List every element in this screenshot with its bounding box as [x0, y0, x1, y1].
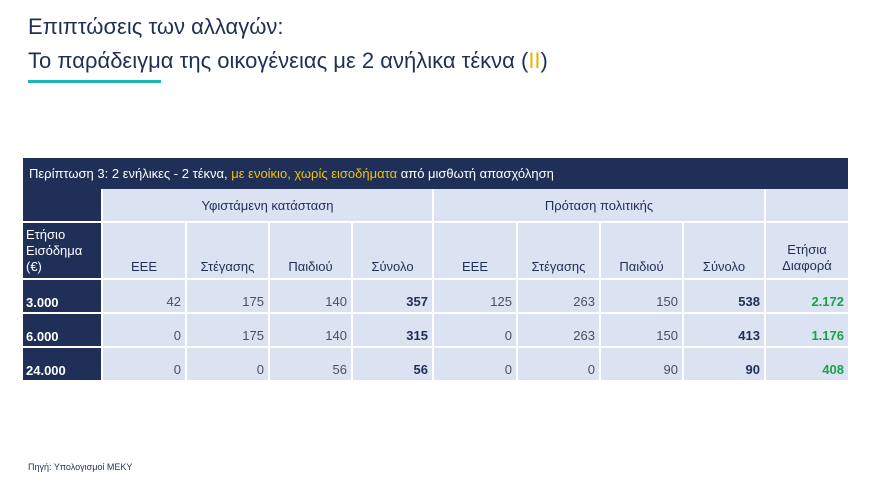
- cell-eee-proposal: 0: [434, 314, 518, 348]
- cell-total-proposal: 413: [684, 314, 766, 348]
- cell-eee-current: 0: [103, 314, 187, 348]
- source-note: Πηγή: Υπολογισμοί ΜΕΚΥ: [28, 462, 133, 472]
- col-header-total-current: Σύνολο: [353, 223, 434, 280]
- cell-annual-diff: 408: [766, 348, 848, 382]
- cell-total-current: 315: [353, 314, 434, 348]
- row-income: 6.000: [23, 314, 103, 348]
- cell-total-current: 56: [353, 348, 434, 382]
- caption-separator: ,: [287, 166, 295, 181]
- caption-highlight-no-income: χωρίς εισοδήματα: [294, 166, 398, 181]
- cell-eee-proposal: 125: [434, 280, 518, 314]
- cell-total-proposal: 538: [684, 280, 766, 314]
- title-underline: [28, 80, 161, 83]
- row-header-line1: Ετήσιο: [26, 227, 66, 242]
- cell-child-current: 56: [270, 348, 353, 382]
- col-header-eee-proposal: ΕΕΕ: [434, 223, 518, 280]
- group-policy-proposal: Πρόταση πολιτικής: [434, 189, 766, 223]
- caption-highlight-rent: με ενοίκιο: [231, 166, 288, 181]
- caption-part1: Περίπτωση 3: 2 ενήλικες - 2 τέκνα,: [29, 166, 232, 181]
- benefits-table: [23, 158, 848, 382]
- col-header-eee-current: ΕΕΕ: [103, 223, 187, 280]
- diff-header-line2: Διαφορά: [782, 258, 832, 273]
- table-row: [23, 280, 848, 314]
- row-income: 24.000: [23, 348, 103, 382]
- title-line2-prefix: Το παράδειγμα της οικογένειας με 2 ανήλικα τέκνα (: [28, 48, 529, 73]
- cell-housing-proposal: 0: [518, 348, 601, 382]
- cell-housing-current: 0: [187, 348, 270, 382]
- col-header-total-proposal: Σύνολο: [684, 223, 766, 280]
- group-current-state: Υφιστάμενη κατάσταση: [103, 189, 434, 223]
- cell-total-proposal: 90: [684, 348, 766, 382]
- col-header-child-proposal: Παιδιού: [601, 223, 684, 280]
- title-roman-numeral: II: [528, 48, 541, 73]
- col-header-housing-current: Στέγασης: [187, 223, 270, 280]
- diff-header-line1: Ετήσια: [787, 242, 827, 257]
- col-header-child-current: Παιδιού: [270, 223, 353, 280]
- table-row: [23, 314, 848, 348]
- cell-child-proposal: 150: [601, 280, 684, 314]
- corner-cell: [23, 189, 103, 223]
- cell-housing-current: 175: [187, 280, 270, 314]
- cell-housing-proposal: 263: [518, 314, 601, 348]
- cell-housing-current: 175: [187, 314, 270, 348]
- cell-child-proposal: 90: [601, 348, 684, 382]
- col-header-housing-proposal: Στέγασης: [518, 223, 601, 280]
- row-header-line3: (€): [26, 259, 42, 274]
- row-header-line2: Εισόδημα: [26, 243, 83, 258]
- cell-eee-current: 42: [103, 280, 187, 314]
- cell-child-current: 140: [270, 314, 353, 348]
- cell-child-proposal: 150: [601, 314, 684, 348]
- table-caption: [23, 158, 848, 189]
- cell-eee-current: 0: [103, 348, 187, 382]
- cell-child-current: 140: [270, 280, 353, 314]
- group-diff-empty: [766, 189, 848, 223]
- cell-housing-proposal: 263: [518, 280, 601, 314]
- cell-total-current: 357: [353, 280, 434, 314]
- col-header-annual-diff: [766, 223, 848, 280]
- table-group-header-row: [23, 189, 848, 223]
- table-row: [23, 348, 848, 382]
- row-income: 3.000: [23, 280, 103, 314]
- row-header-income: [23, 223, 103, 280]
- title-line2-suffix: ): [540, 48, 548, 73]
- cell-eee-proposal: 0: [434, 348, 518, 382]
- slide-title-line2: [28, 48, 548, 74]
- slide-title-line1: Επιπτώσεις των αλλαγών:: [28, 14, 284, 39]
- cell-annual-diff: 2.172: [766, 280, 848, 314]
- cell-annual-diff: 1.176: [766, 314, 848, 348]
- table-column-header-row: [23, 223, 848, 280]
- caption-part2: από μισθωτή απασχόληση: [397, 166, 554, 181]
